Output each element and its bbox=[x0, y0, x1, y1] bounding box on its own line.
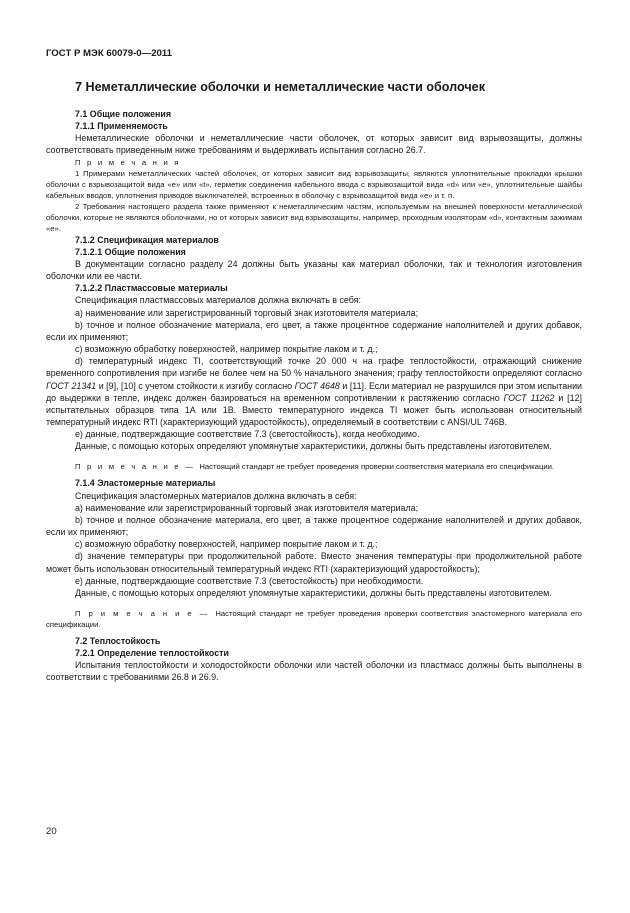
heading-7-1-2-1: 7.1.2.1 Общие положения bbox=[75, 246, 186, 257]
list-item-d: d) значение температуры при продолжительной работе. Вместо значения температуры при продолжительной работе может быть использован относительный температурный индекс RTI (характеризующий ударостойкость); bbox=[46, 551, 582, 574]
list-item-b: b) точное и полное обозначение материала, его цвет, а также процентное содержание наполнителей и других добавок, если их применяют; bbox=[46, 319, 582, 342]
paragraph: Неметаллические оболочки и неметаллические части оболочек, от которых зависит вид взрывозащиты, должны соответствовать приведенным ниже требованиям и выдерживать испытания согласно 26.7. bbox=[46, 133, 582, 156]
note-3 bbox=[46, 461, 582, 472]
section-title: 7 Неметаллические оболочки и неметаллические части оболочек bbox=[75, 80, 485, 94]
list-item-a: a) наименование или зарегистрированный торговый знак изготовителя материала; bbox=[75, 502, 419, 513]
list-item-d bbox=[46, 355, 582, 428]
heading-7-2: 7.2 Теплостойкость bbox=[75, 636, 161, 646]
page-number: 20 bbox=[46, 826, 57, 837]
document-header: ГОСТ Р МЭК 60079-0—2011 bbox=[46, 48, 173, 59]
heading-7-1-2: 7.1.2 Спецификация материалов bbox=[75, 234, 219, 245]
paragraph: Данные, с помощью которых определяют упомянутые характеристики, должны быть представлены изготовителем. bbox=[75, 587, 552, 598]
paragraph: Спецификация эластомерных материалов должна включать в себя: bbox=[75, 490, 357, 501]
standard-reference: ГОСТ 4648 bbox=[294, 380, 340, 391]
list-item-e: e) данные, подтверждающие соответствие 7.3 (светостойкость) при необходимости. bbox=[75, 575, 424, 586]
text: и [12] испытательных образцов типа 1А или 1В. Вместо температурного индекса TI может быть использован относительный температурный индекс RTI (характеризующий ударостойкость), определяемый в соответствии с ANSI/UL 746B. bbox=[46, 392, 582, 427]
note-text: Настоящий стандарт не требует проведения проверки соответствия эластомерного материала его спецификации. bbox=[46, 609, 582, 629]
heading-7-1-1: 7.1.1 Применяемость bbox=[75, 121, 168, 132]
list-item-c: c) возможную обработку поверхностей, например покрытие лаком и т. д.; bbox=[75, 344, 378, 355]
paragraph: Данные, с помощью которых определяют упомянутые характеристики, должны быть представлены изготовителем. bbox=[75, 441, 552, 452]
text: d) температурный индекс TI, соответствующий точке 20 000 ч на графе теплостойкости, отражающий снижение временного сопротивления при изгибе не более чем на 50 % начального значения; графу теплостойкости определяют согласно bbox=[46, 356, 582, 379]
list-item-e: e) данные, подтверждающие соответствие 7.3 (светостойкость), когда необходимо. bbox=[75, 429, 420, 440]
document-body bbox=[46, 108, 582, 684]
heading-7-1: 7.1 Общие положения bbox=[75, 109, 172, 119]
note-text: Настоящий стандарт не требует проведения проверки соответствия материала его спецификации. bbox=[199, 462, 555, 472]
list-item-c: c) возможную обработку поверхностей, например покрытие лаком и т. д.; bbox=[75, 539, 378, 550]
note-label: П р и м е ч а н и е — bbox=[75, 462, 200, 472]
paragraph: Испытания теплостойкости и холодостойкости оболочки или частей оболочки из пластмасс должны быть выполнены в соответствии с требованиями 26.8 и 26.9. bbox=[46, 660, 582, 683]
note-label: П р и м е ч а н и я bbox=[75, 157, 181, 167]
note-label: П р и м е ч а н и е — bbox=[75, 609, 216, 618]
text: и [9], [10] с учетом стойкости к изгибу согласно bbox=[96, 380, 295, 391]
note-2: 2 Требования настоящего раздела также применяют к неметаллическим частям, используемым на внешней поверхности металлической оболочки, которые не являются оболочками, но от которых зависит вид взрывозащиты, например, проходным изоляторам «d», контактным зажимам «e». bbox=[46, 201, 582, 233]
paragraph: Спецификация пластмассовых материалов должна включать в себя: bbox=[75, 295, 361, 306]
heading-7-1-4: 7.1.4 Эластомерные материалы bbox=[75, 478, 216, 489]
list-item-a: a) наименование или зарегистрированный торговый знак изготовителя материала; bbox=[75, 307, 419, 318]
note-1: 1 Примерами неметаллических частей оболочек, от которых зависит вид взрывозащиты, являются уплотнительные прокладки крышки оболочки с взрывозащитой вида «e» или «t», герметик соединения кабельного ввода с взрывозащитой вида «d» или «e», уплотнительные шайбы кабельных вводов, уплотнения приводов выключателей, встроенных в оболочку с взрывозащитой вида «e» и т. п. bbox=[46, 168, 582, 200]
standard-reference: ГОСТ 11262 bbox=[503, 392, 555, 403]
paragraph: В документации согласно разделу 24 должны быть указаны как материал оболочки, так и технология изготовления оболочки или ее части. bbox=[46, 258, 582, 282]
heading-7-1-2-2: 7.1.2.2 Пластмассовые материалы bbox=[75, 283, 228, 294]
text: и [11]. Если материал не разрушился при этом испытании до выдержки в тепле, индекс должен базироваться на временном сопротивлении к растяжению согласно bbox=[46, 380, 582, 403]
note-4 bbox=[46, 608, 582, 630]
standard-reference: ГОСТ 21341 bbox=[46, 380, 97, 391]
list-item-b: b) точное и полное обозначение материала, его цвет, а также процентное содержание наполнителей и других добавок, если их применяют; bbox=[46, 514, 582, 538]
heading-7-2-1: 7.2.1 Определение теплостойкости bbox=[75, 648, 229, 659]
